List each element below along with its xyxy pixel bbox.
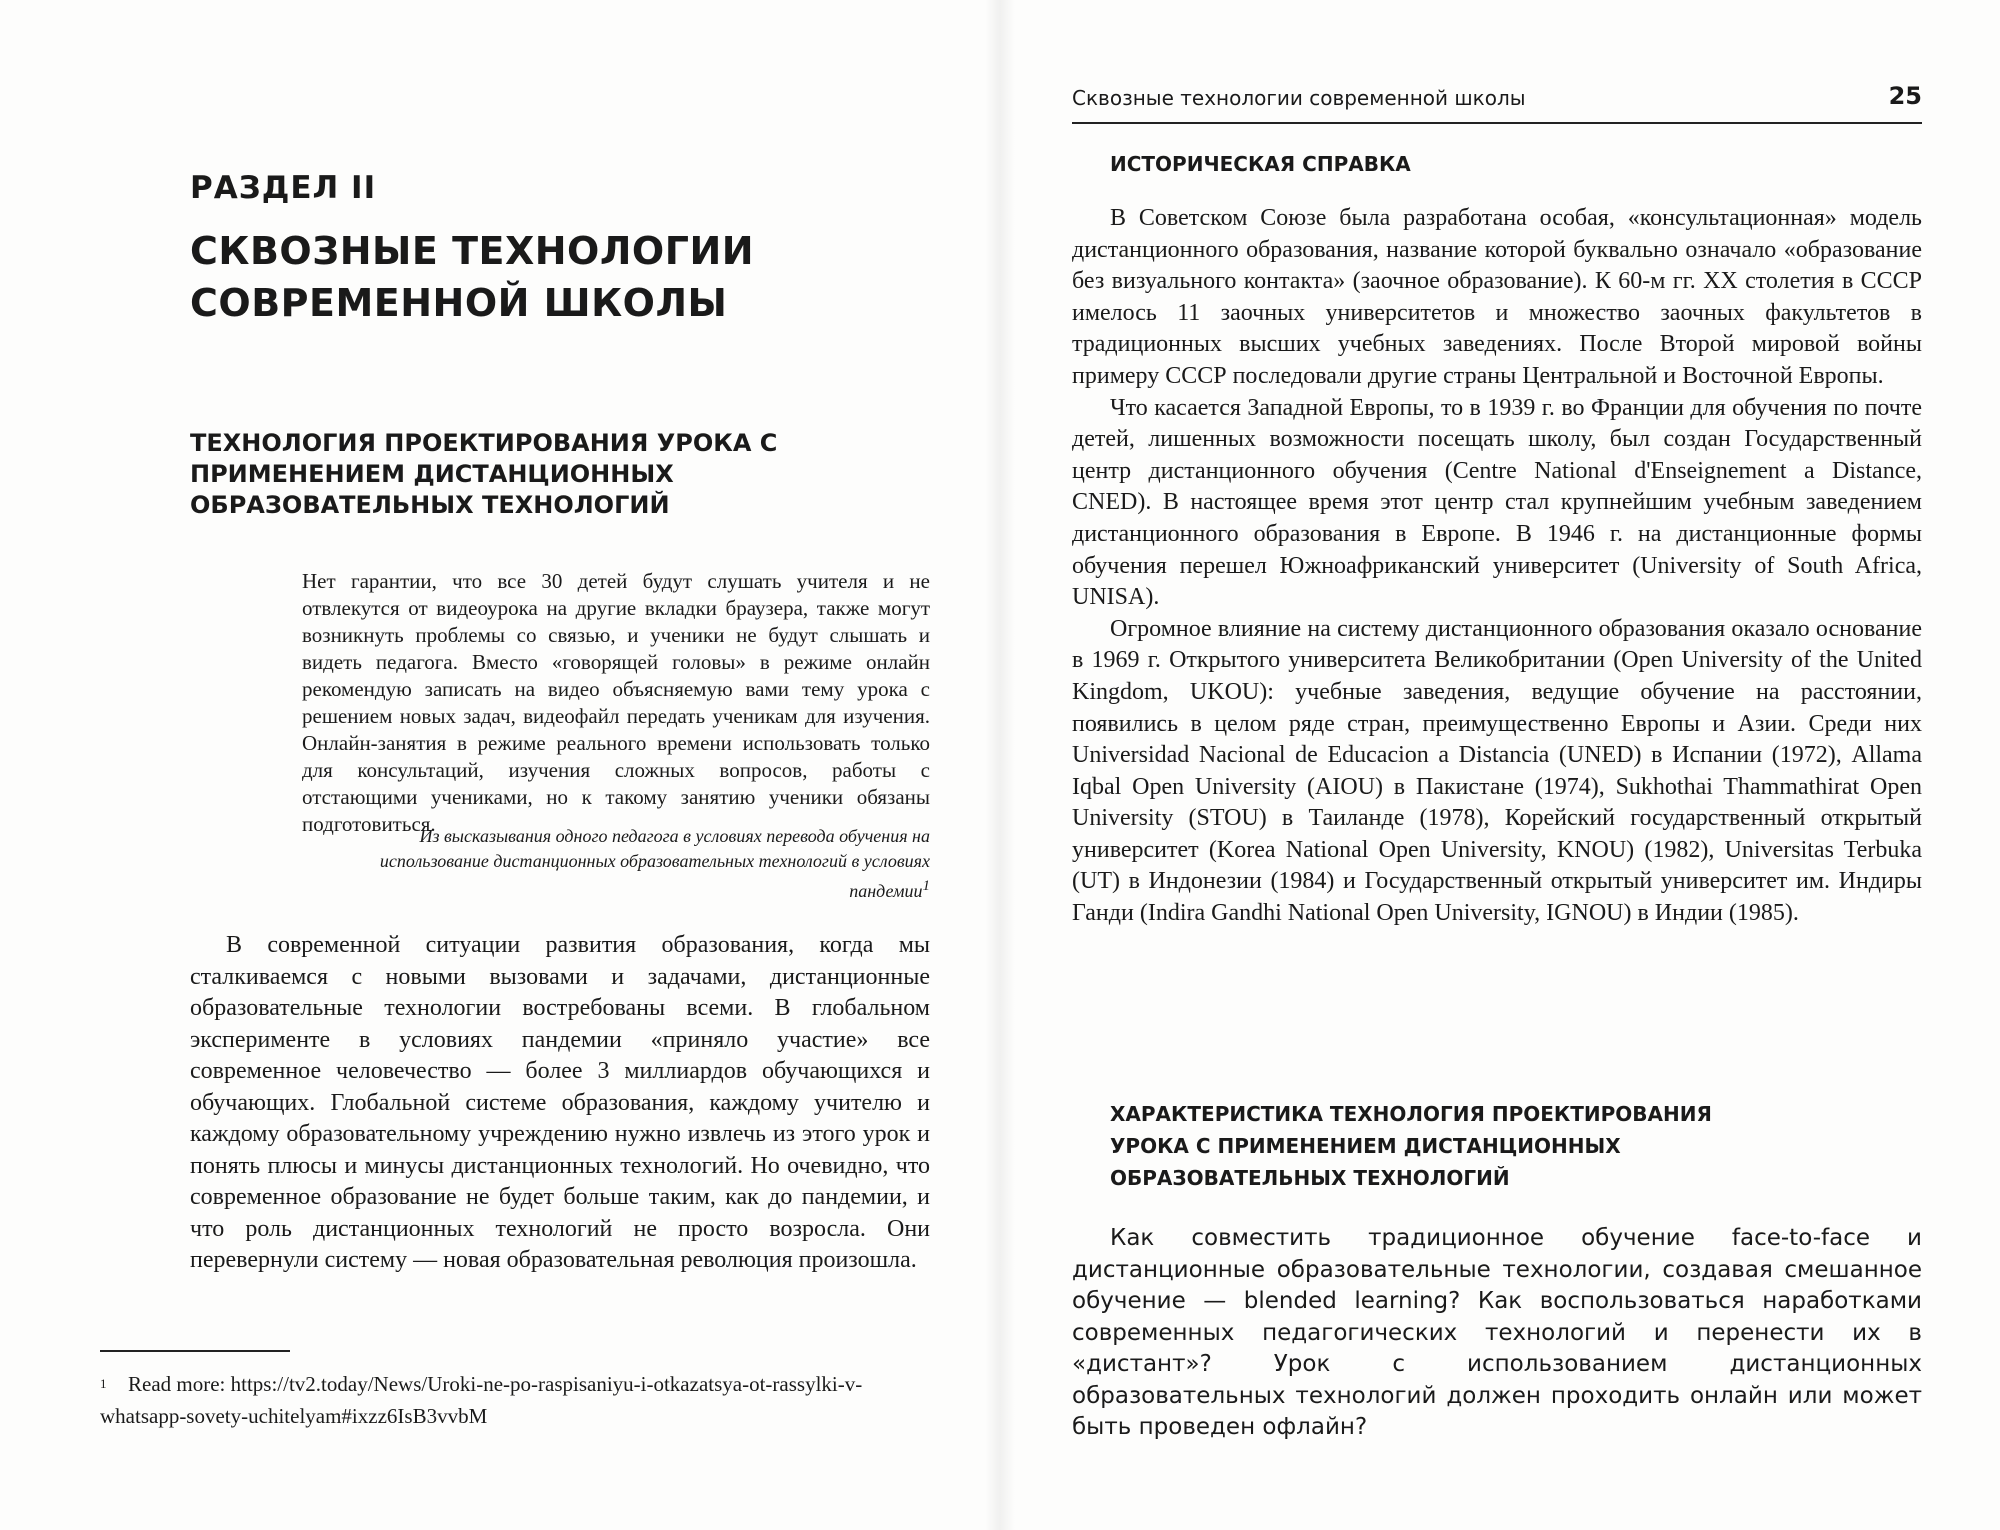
section-title: СКВОЗНЫЕ ТЕХНОЛОГИИ СОВРЕМЕННОЙ ШКОЛЫ (190, 229, 755, 325)
epigraph-source-text: Из высказывания одного педагога в условиях перевода обучения на использование дистанционных образовательных технологий в условиях пандемии (379, 826, 930, 901)
chapter-heading: ТЕХНОЛОГИЯ ПРОЕКТИРОВАНИЯ УРОКА С ПРИМЕНЕНИЕМ ДИСТАНЦИОННЫХ ОБРАЗОВАТЕЛЬНЫХ ТЕХНОЛОГИЙ (190, 429, 778, 519)
epigraph-text: Нет гарантии, что все 30 детей будут слушать учителя и не отвлекутся от видеоурока на другие вкладки браузера, также могут возникнуть проблемы со связью, и ученики не будут слышать и видеть педагога. Вместо «говорящей головы» в режиме онлайн рекомендую записать на видео объясняемую вами тему урока с решением новых задач, видеофайл передать ученикам для изучения. Онлайн-занятия в режиме реального времени использовать только для консультаций, изучения сложных вопросов, работы с отстающими учениками, но к такому занятию ученики обязаны подготовиться. (302, 569, 930, 836)
footnote-rule (100, 1350, 290, 1352)
footnote-text: Read more: https://tv2.today/News/Uroki-ne-po-raspisaniyu-i-otkazatsya-ot-rassylki-v-whatsapp-sovety-uchitelyam#ixzz6IsB3vvbM (100, 1372, 863, 1428)
intro-paragraph: В современной ситуации развития образования, когда мы сталкиваемся с новыми вызовами и задачами, дистанционные образовательные технологии востребованы всеми. В глобальном эксперименте в условиях пандемии «приняло участие» все современное человечество — более 3 миллиардов обучающихся и обучающих. Глобальной системе образования, каждому учителю и каждому образовательному учреждению нужно извлечь из этого урок и понять плюсы и минусы дистанционных технологий. Но очевидно, что современное образование не будет больше таким, как до пандемии, и что роль дистанционных технологий не просто возросла. Они перевернули систему — новая образовательная революция произошла. (190, 932, 930, 1273)
footnote-reference: 1 (922, 878, 930, 894)
running-head: Сквозные технологии современной школы (1072, 86, 1526, 110)
epigraph-source (360, 824, 930, 904)
page-number: 25 (1888, 82, 1922, 110)
historical-note-body (1072, 203, 1922, 930)
history-paragraph: В Советском Союзе была разработана особая, «консультационная» модель дистанционного образования, название которой буквально означало «образование без визуального контакта» (заочное образование). К 60-м гг. XX столетия в СССР имелось 11 заочных университетов и множество заочных факультетов в традиционных высших учебных заведениях. После Второй мировой войны примеру СССР последовали другие страны Центральной и Восточной Европы. (1072, 205, 1922, 389)
characteristics-paragraph: Как совместить традиционное обучение face-to-face и дистанционные образовательные технологии, создавая смешанное обучение — blended learning? Как воспользоваться наработками современных педагогических технологий и перенести их в «дистант»? Урок с использованием дистанционных образовательных технологий должен проходить онлайн или может быть проведен офлайн? (1072, 1225, 1922, 1440)
footnote-marker: 1 (100, 1376, 107, 1391)
history-paragraph: Что касается Западной Европы, то в 1939 г. во Франции для обучения по почте детей, лишенных возможности посещать школу, был создан Государственный центр дистанционного обучения (Centre National d'Enseignement a Distance, CNED). В настоящее время этот центр стал крупнейшим учебным заведением дистанционного образования в Европе. В 1946 г. на дистанционные формы обучения перешел Южноафриканский университет (University of South Africa, UNISA). (1072, 394, 1922, 611)
section-label: РАЗДЕЛ II (190, 170, 377, 206)
history-paragraph: Огромное влияние на систему дистанционного образования оказало основание в 1969 г. Открытого университета Великобритании (Open University of the United Kingdom, UKOU): учебные заведения, ведущие обучение на расстоянии, появились в целом ряде стран, преимущественно Европы и Азии. Среди них Universidad Nacional de Educacion a Distancia (UNED) в Испании (1972), Allama Iqbal Open University (AIOU) в Пакистане (1974), Sukhothai Thammathirat Open University (STOU) в Таиланде (1978), Корейский государственный открытый университет (Korea National Open University, KNOU) (1982), Universitas Terbuka (UT) в Индонезии (1984) и Государственный открытый университет им. Индиры Ганди (Indira Gandhi National Open University, IGNOU) в Индии (1985). (1072, 615, 1922, 927)
historical-note-heading: ИСТОРИЧЕСКАЯ СПРАВКА (1110, 152, 1411, 176)
footnote (100, 1368, 930, 1432)
characteristics-heading: ХАРАКТЕРИСТИКА ТЕХНОЛОГИЯ ПРОЕКТИРОВАНИЯ УРОКА С ПРИМЕНЕНИЕМ ДИСТАНЦИОННЫХ ОБРАЗОВАТЕЛЬНЫХ ТЕХНОЛОГИЙ (1110, 1102, 1712, 1190)
header-rule (1072, 122, 1922, 124)
